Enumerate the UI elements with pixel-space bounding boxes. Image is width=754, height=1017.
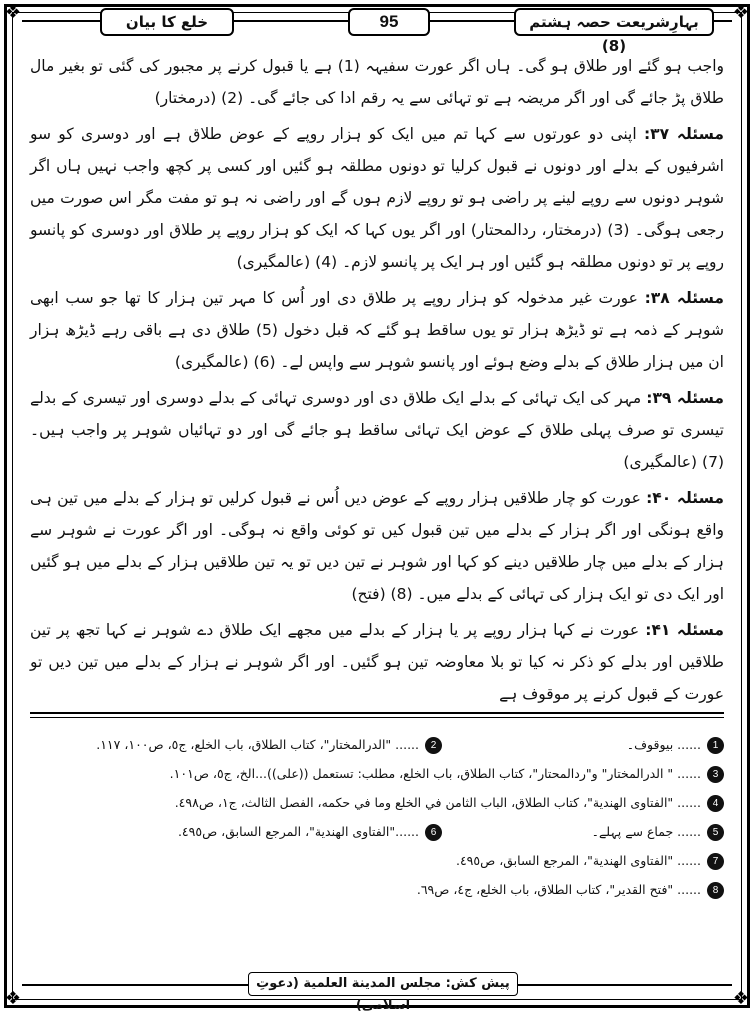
paragraph-text: عورت نے کہا ہزار روپے پر یا ہزار کے بدلے میں مجھے ایک طلاق دے شوہر نے کہا تجھ پر تین طلاقیں اور بدلے کو ذکر نہ کیا تو بلا معاوضہ تین ہو گئیں۔ اور اگر شوہر نے ہزار کے بدلے میں تین دیں تو عورت کے قبول کرنے پر موقوف ہے <box>30 621 724 703</box>
header-rule <box>22 20 100 22</box>
paragraph <box>30 50 724 114</box>
masla-label: مسئلہ ۴۱: <box>645 621 724 639</box>
footnote-text: ...... جماع سے پہلے۔ <box>591 824 701 839</box>
paragraph-text: عورت کو چار طلاقیں ہزار روپے کے عوض دیں اُس نے قبول کرلیں تو ہزار کے بدلے میں تین ہی واقع ہونگی اور اگر ہزار کے بدلے میں تین قبول کیں تو کوئی واقع نہ ہوگی۔ اور اگر عورت نے شوہر سے ہزار کے بدلے میں چار طلاقیں دینے کو کہا اور شوہر نے تین دیں تو یہ تین طلاقیں ہزار کے بدلے میں ہو گئیں اور ایک دی تو ایک ہزار کی تہائی کے بدلے میں۔ (8) (فتح) <box>30 489 724 603</box>
masla-label: مسئلہ ۴۰: <box>646 489 724 507</box>
footer-rule <box>517 984 732 986</box>
paragraph-text: عورت غیر مدخولہ کو ہزار روپے پر طلاق دی اور اُس کا مہر تین ہزار کا تھا جو سب ابھی شوہر کے ذمہ ہے تو ڈیڑھ ہزار تو یوں ساقط ہو گئے کہ قبل دخول (5) طلاق دی ہے باقی رہے ڈیڑھ ہزار ان میں ہزار طلاق کے بدلے وضع ہوئے اور پانسو شوہر سے واپس لے۔ (6) (عالمگیری) <box>30 289 724 371</box>
footnote-number: 4 <box>707 795 724 812</box>
footnote-number: 1 <box>707 737 724 754</box>
footnote-text: ...... "الفتاوی الهندية"، کتاب الطلاق، الباب الثامن في الخلع وما في حكمه، الفصل الثالث، ج١، ص٤٩٨. <box>174 795 701 810</box>
footnote-number: 5 <box>707 824 724 841</box>
footnote-number: 7 <box>707 853 724 870</box>
footnote-number: 2 <box>425 737 442 754</box>
chapter-title: خلع کا بیان <box>100 8 234 36</box>
corner-ornament-icon: ❖ <box>4 988 22 1009</box>
publisher-label: پیش کش: مجلس المدينة العلمية (دعوتِ اسلامی) <box>248 972 518 996</box>
masla-label: مسئلہ ۳۷: <box>643 125 724 143</box>
footnote <box>30 788 724 817</box>
page-footer <box>0 972 754 1013</box>
corner-ornament-icon: ❖ <box>732 988 750 1009</box>
paragraph-text: مہر کی ایک تہائی کے بدلے ایک طلاق دی اور دوسری تہائی کے بدلے دوسری اور تیسری کے بدلے تیسری تو صرف پہلی طلاق کے عوض ایک تہائی ساقط ہو جائے گی اور دو تہائیاں شوہر پر واجب ہیں۔ (7) (عالمگیری) <box>30 389 724 471</box>
footnote-separator <box>30 717 724 718</box>
corner-ornament-icon: ❖ <box>4 2 22 23</box>
masla-label: مسئلہ ۳۸: <box>644 289 724 307</box>
paragraph <box>30 282 724 378</box>
page-header <box>22 6 732 55</box>
paragraph <box>30 118 724 278</box>
paragraph <box>30 614 724 710</box>
footnote-number: 6 <box>425 824 442 841</box>
footnote <box>30 730 724 759</box>
header-rule <box>230 20 348 22</box>
header-rule <box>426 20 514 22</box>
masla-label: مسئلہ ۳۹: <box>646 389 724 407</box>
footnote-text: ...... "فتح القدير"، کتاب الطلاق، باب الخلع، ج٤، ص٦٩. <box>416 882 701 897</box>
footnote <box>30 759 724 788</box>
footnote-text: ...... " الدرالمختار" و"ردالمحتار"، کتاب الطلاق، باب الخلع، مطلب: تستعمل ((علی))...الخ، ج٥، ص١٠١. <box>169 766 701 781</box>
paragraph <box>30 382 724 478</box>
header-rule <box>714 20 732 22</box>
footnote-text: ...... "الدرالمختار"، کتاب الطلاق، باب الخلع، ج٥، ص١٠٠، ١١٧. <box>96 737 419 752</box>
footnote-separator <box>30 712 724 714</box>
footer-rule <box>22 984 248 986</box>
footnote <box>30 875 724 904</box>
footnote <box>30 817 724 846</box>
book-title: بہارِشریعت حصہ ہشتم (8) <box>514 8 714 36</box>
footnote <box>30 846 724 875</box>
paragraph <box>30 482 724 610</box>
page-number: 95 <box>348 8 430 36</box>
footnote-number: 3 <box>707 766 724 783</box>
footnotes <box>30 730 724 904</box>
paragraph-text: واجب ہو گئے اور طلاق ہو گی۔ ہاں اگر عورت سفیہہ (1) ہے یا قبول کرنے پر مجبور کی گئی تو بغیر مال طلاق پڑ جائے گی اور اگر مریضہ ہے تو تہائی سے یہ رقم ادا کی جائے گی۔ (2) (درمختار) <box>30 57 724 107</box>
footnote-text: ...... بیوقوف۔ <box>626 737 701 752</box>
footnote-number: 8 <box>707 882 724 899</box>
corner-ornament-icon: ❖ <box>732 2 750 23</box>
main-text <box>30 50 724 714</box>
paragraph-text: اپنی دو عورتوں سے کہا تم میں ایک کو ہزار روپے کے عوض طلاق ہے اور دوسری کو سو اشرفیوں کے بدلے اور دونوں نے قبول کرلیا تو دونوں مطلقہ ہو گئیں اور کسی پر کچھ واجب نہیں ہاں اگر شوہر دونوں سے روپے لینے پر راضی ہو تو روپے لازم ہوں گے اور راضی نہ ہو تو مفت مگر اس صورت میں رجعی ہوگی۔ (3) (درمختار، ردالمحتار) اور اگر یوں کہا کہ ایک کو ہزار روپے پر طلاق اور دوسری کو پانسو روپے پر تو دونوں مطلقہ ہو گئیں اور ہر ایک پر پانسو لازم۔ (4) (عالمگیری) <box>30 125 724 271</box>
footnote-text: ...... "الفتاوى الهندية"، المرجع السابق، ص٤٩٥. <box>455 853 701 868</box>
footnote-text: ......"الفتاوى الهندية"، المرجع السابق، ص٤٩٥. <box>177 824 419 839</box>
